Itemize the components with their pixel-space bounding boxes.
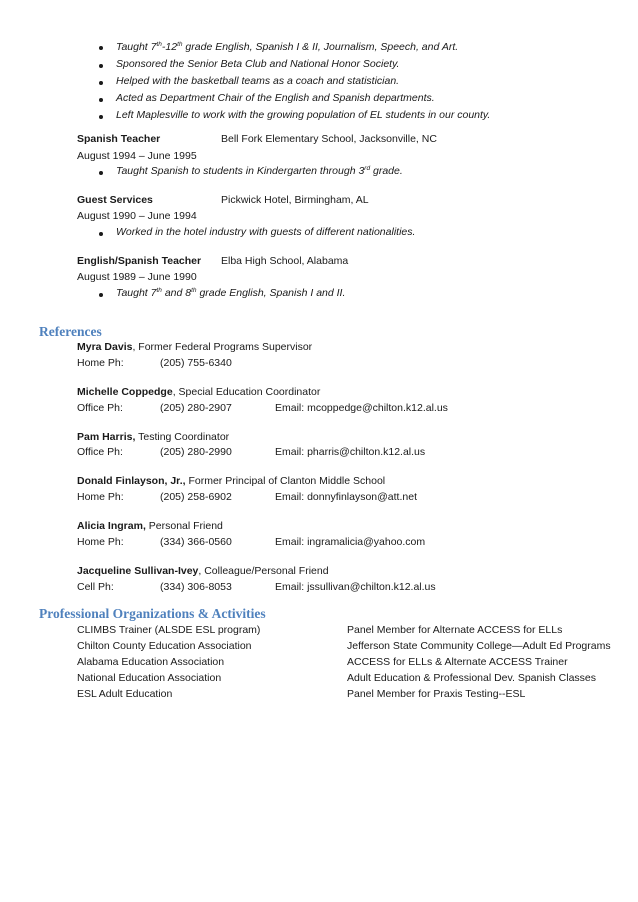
bullet-text: Taught 7th-12th grade English, Spanish I & II, Journalism, Speech, and Art. bbox=[116, 41, 459, 53]
bullet-text: Acted as Department Chair of the English and Spanish departments. bbox=[116, 92, 435, 104]
bullet-dot bbox=[99, 171, 103, 175]
job-place: Pickwick Hotel, Birmingham, AL bbox=[221, 194, 369, 206]
bullet-dot bbox=[99, 98, 103, 102]
job-place: Elba High School, Alabama bbox=[221, 255, 349, 267]
bullet-text: Helped with the basketball teams as a coach and statistician. bbox=[116, 75, 400, 87]
reference-phone-label: Home Ph: bbox=[77, 491, 124, 503]
reference-email: Email: pharris@chilton.k12.al.us bbox=[275, 446, 426, 458]
bullet-dot bbox=[99, 46, 103, 50]
activity-item: Adult Education & Professional Dev. Spanish Classes bbox=[347, 672, 597, 684]
activity-item: Panel Member for Alternate ACCESS for ELLs bbox=[347, 624, 563, 636]
reference-email: Email: donnyfinlayson@att.net bbox=[275, 491, 417, 503]
reference-name-line: Alicia Ingram, Personal Friend bbox=[77, 520, 223, 532]
job-dates: August 1989 – June 1990 bbox=[77, 271, 197, 283]
organization-item: National Education Association bbox=[77, 672, 222, 684]
bullet-text: Left Maplesville to work with the growing population of EL students in our county. bbox=[116, 109, 491, 121]
bullet-text: Worked in the hotel industry with guests of different nationalities. bbox=[116, 226, 416, 238]
organization-item: ESL Adult Education bbox=[77, 688, 173, 700]
job-title: Spanish Teacher bbox=[77, 133, 161, 145]
job-place: Bell Fork Elementary School, Jacksonville, NC bbox=[221, 133, 437, 145]
reference-phone: (334) 366-0560 bbox=[160, 536, 232, 548]
bullet-dot bbox=[99, 115, 103, 119]
reference-email: Email: mcoppedge@chilton.k12.al.us bbox=[275, 402, 448, 414]
reference-name-line: Jacqueline Sullivan-Ivey, Colleague/Personal Friend bbox=[77, 565, 329, 577]
reference-phone-label: Home Ph: bbox=[77, 357, 124, 369]
bullet-text: Sponsored the Senior Beta Club and National Honor Society. bbox=[116, 58, 400, 70]
reference-name-line: Michelle Coppedge, Special Education Coordinator bbox=[77, 386, 321, 398]
reference-phone: (205) 258-6902 bbox=[160, 491, 232, 503]
bullet-dot bbox=[99, 293, 103, 297]
references-heading: References bbox=[39, 324, 102, 339]
reference-name-line: Myra Davis, Former Federal Programs Supervisor bbox=[77, 341, 313, 353]
bullet-text: Taught Spanish to students in Kindergarten through 3rd grade. bbox=[116, 165, 403, 177]
reference-phone-label: Office Ph: bbox=[77, 446, 123, 458]
organization-item: Alabama Education Association bbox=[77, 656, 225, 668]
activity-item: ACCESS for ELLs & Alternate ACCESS Trainer bbox=[347, 656, 568, 668]
reference-name-line: Donald Finlayson, Jr., Former Principal of Clanton Middle School bbox=[77, 475, 386, 487]
job-dates: August 1990 – June 1994 bbox=[77, 210, 197, 222]
organization-item: CLIMBS Trainer (ALSDE ESL program) bbox=[77, 624, 261, 636]
reference-email: Email: ingramalicia@yahoo.com bbox=[275, 536, 426, 548]
job-title: English/Spanish Teacher bbox=[77, 255, 202, 267]
activity-item: Panel Member for Praxis Testing--ESL bbox=[347, 688, 526, 700]
reference-phone: (205) 280-2907 bbox=[160, 402, 232, 414]
reference-phone: (205) 755-6340 bbox=[160, 357, 232, 369]
job-dates: August 1994 – June 1995 bbox=[77, 150, 197, 162]
reference-phone: (205) 280-2990 bbox=[160, 446, 232, 458]
job-title: Guest Services bbox=[77, 194, 153, 206]
organization-item: Chilton County Education Association bbox=[77, 640, 252, 652]
reference-phone-label: Home Ph: bbox=[77, 536, 124, 548]
bullet-dot bbox=[99, 232, 103, 236]
reference-phone-label: Office Ph: bbox=[77, 402, 123, 414]
activity-item: Jefferson State Community College—Adult Ed Programs bbox=[347, 640, 611, 652]
organizations-heading: Professional Organizations & Activities bbox=[39, 606, 266, 621]
bullet-dot bbox=[99, 64, 103, 68]
reference-phone-label: Cell Ph: bbox=[77, 581, 114, 593]
reference-email: Email: jssullivan@chilton.k12.al.us bbox=[275, 581, 436, 593]
bullet-dot bbox=[99, 81, 103, 85]
reference-phone: (334) 306-8053 bbox=[160, 581, 232, 593]
bullet-text: Taught 7th and 8th grade English, Spanish I and II. bbox=[116, 287, 346, 299]
reference-name-line: Pam Harris, Testing Coordinator bbox=[77, 431, 230, 443]
